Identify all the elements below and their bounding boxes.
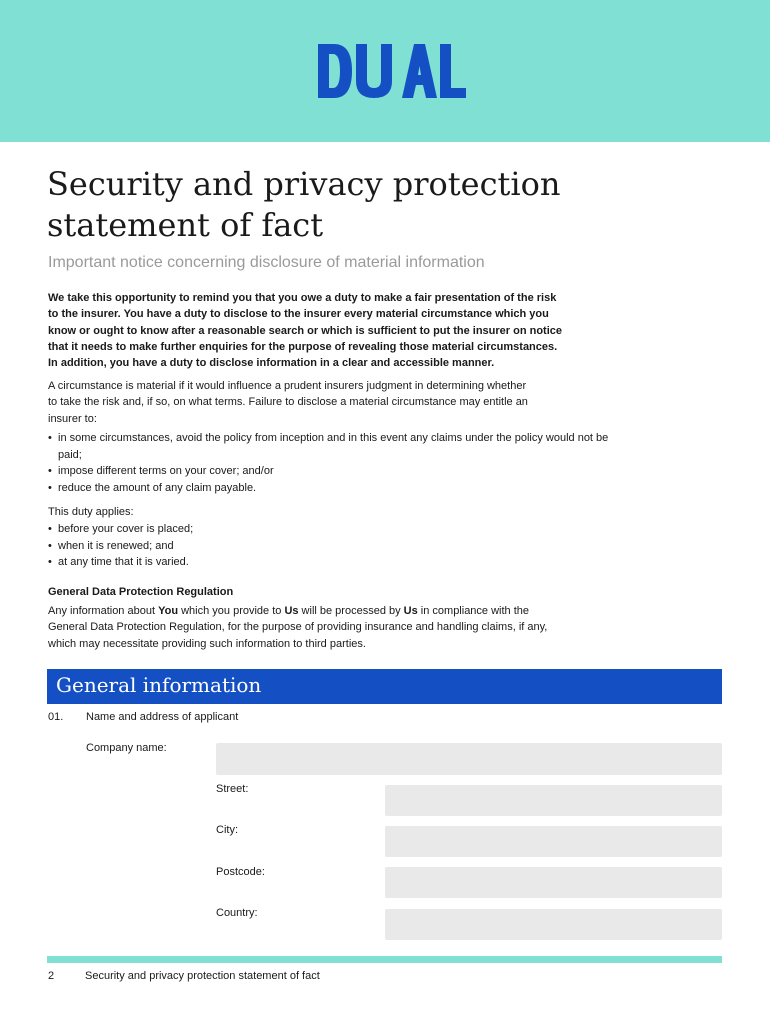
- page-number: 2: [48, 970, 55, 982]
- paragraph-line: know or ought to know after a reasonable search or which is sufficient to put the insurer on notice: [48, 324, 563, 337]
- footer-rule: [47, 956, 722, 963]
- subtitle: Important notice concerning disclosure of material information: [48, 254, 485, 271]
- text-run: Us: [284, 605, 299, 617]
- paragraph-line: In addition, you have a duty to disclose information in a clear and accessible manner.: [48, 357, 495, 370]
- dual-logo: [318, 44, 466, 98]
- gdpr-heading: General Data Protection Regulation: [48, 586, 234, 598]
- page-title: [47, 164, 687, 246]
- footer-title: Security and privacy protection statement of fact: [85, 970, 320, 982]
- postcode-label: Postcode:: [216, 866, 265, 878]
- gdpr-paragraph: [48, 603, 648, 652]
- text-run: will be processed by: [298, 605, 404, 617]
- question-label: Name and address of applicant: [86, 711, 239, 723]
- list-item: • impose different terms on your cover; and/or: [48, 463, 613, 480]
- street-input[interactable]: [385, 785, 722, 816]
- paragraph-line: We take this opportunity to remind you that you owe a duty to make a fair presentation of the risk: [48, 292, 557, 304]
- country-label: Country:: [216, 907, 258, 919]
- paragraph-line: A circumstance is material if it would influence a prudent insurers judgment in determining whether: [48, 380, 527, 392]
- entitle-bullet-list: [48, 430, 613, 496]
- paragraph-line: insurer to:: [48, 412, 97, 425]
- section-title: General information: [56, 673, 262, 697]
- paragraph-line: which may necessitate providing such information to third parties.: [48, 637, 366, 650]
- postcode-input[interactable]: [385, 867, 722, 898]
- section-header-general-information: [47, 669, 722, 704]
- text-run: You: [158, 605, 179, 617]
- list-item: • in some circumstances, avoid the policy from inception and in this event any claims under the policy would not be paid;: [48, 430, 613, 463]
- city-input[interactable]: [385, 826, 722, 857]
- company-name-label: Company name:: [86, 742, 167, 754]
- text-run: Any information about: [48, 605, 159, 617]
- title-line: Security and privacy protection: [47, 165, 561, 203]
- paragraph-line: [48, 603, 648, 619]
- list-item: • at any time that it is varied.: [48, 554, 628, 571]
- text-run: which you provide to: [178, 605, 285, 617]
- text-run: in compliance with the: [417, 605, 530, 617]
- header-band: [0, 0, 770, 142]
- text-run: Us: [403, 605, 418, 617]
- paragraph-line: to the insurer. You have a duty to disclose to the insurer every material circumstance which you: [48, 308, 549, 321]
- paragraph-line: that it needs to make further enquiries for the purpose of revealing those material circumstances.: [48, 340, 558, 353]
- question-number: 01.: [48, 711, 64, 723]
- list-item: • reduce the amount of any claim payable.: [48, 480, 613, 497]
- city-label: City:: [216, 824, 238, 836]
- list-item: • when it is renewed; and: [48, 538, 628, 555]
- title-line: statement of fact: [47, 206, 324, 244]
- list-item: • before your cover is placed;: [48, 521, 628, 538]
- paragraph-line: General Data Protection Regulation, for the purpose of providing insurance and handling claims, if any,: [48, 621, 548, 634]
- duty-applies-label: This duty applies:: [48, 506, 134, 518]
- paragraph-line: to take the risk and, if so, on what terms. Failure to disclose a material circumstance may entitle an: [48, 396, 528, 409]
- material-circumstance-paragraph: [48, 378, 618, 427]
- country-input[interactable]: [385, 909, 722, 940]
- street-label: Street:: [216, 783, 249, 795]
- duty-notice-paragraph: [48, 290, 618, 371]
- duty-bullet-list: [48, 521, 628, 571]
- company-name-input[interactable]: [216, 743, 722, 775]
